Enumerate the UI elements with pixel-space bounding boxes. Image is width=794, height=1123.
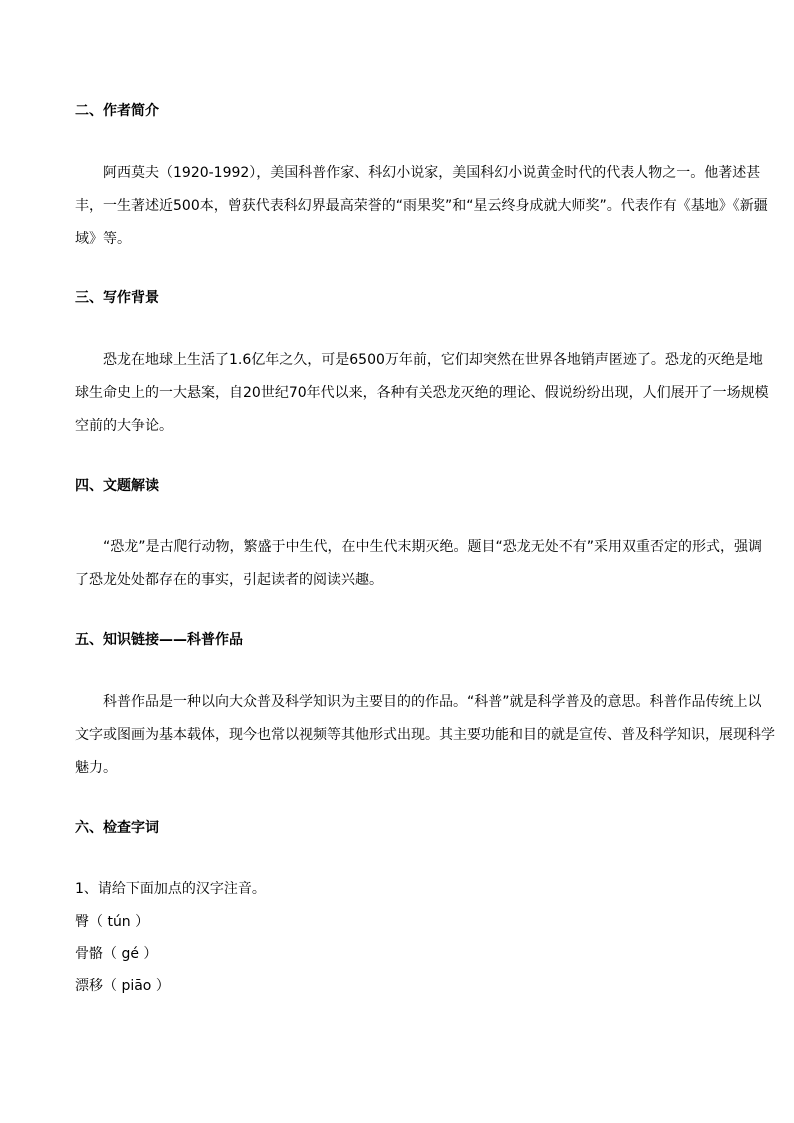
section-heading-background: 三、写作背景 bbox=[75, 290, 159, 306]
paragraph-text: 科普作品是一种以向大众普及科学知识为主要目的的作品。“科普”就是科学普及的意思。科普作品传统上以文字或图画为基本载体，现今也常以视频等其他形式出现。其主要功能和目的就是宣传、普及科学知识，展现科学魅力。 bbox=[75, 694, 775, 776]
section-paragraph-knowledge-link bbox=[75, 686, 775, 785]
paragraph-text: “恐龙”是古爬行动物，繁盛于中生代，在中生代末期灭绝。题目“恐龙无处不有”采用双重否定的形式，强调了恐龙处处都存在的事实，引起读者的阅读兴趣。 bbox=[75, 539, 763, 588]
exercise-item: 骨骼（ gé ） bbox=[75, 946, 158, 962]
exercise-prompt: 1、请给下面加点的汉字注音。 bbox=[75, 881, 266, 897]
section-paragraph-title-reading bbox=[75, 531, 775, 597]
paragraph-text: 阿西莫夫（1920-1992），美国科普作家、科幻小说家，美国科幻小说黄金时代的代表人物之一。他著述甚丰，一生著述近500本，曾获代表科幻界最高荣誉的“雨果奖”和“星云终身成就大师奖”。代表作有《基地》《新疆域》等。 bbox=[75, 165, 768, 247]
section-heading-vocabulary: 六、检查字词 bbox=[75, 820, 159, 836]
section-heading-author: 二、作者简介 bbox=[75, 103, 159, 119]
section-paragraph-background bbox=[75, 344, 775, 443]
paragraph-text: 恐龙在地球上生活了1.6亿年之久，可是6500万年前，它们却突然在世界各地销声匿迹了。恐龙的灭绝是地球生命史上的一大悬案，自20世纪70年代以来，各种有关恐龙灭绝的理论、假说纷纷出现，人们展开了一场规模空前的大争论。 bbox=[75, 352, 769, 434]
exercise-item: 漂移（ piāo ） bbox=[75, 978, 170, 994]
section-paragraph-author bbox=[75, 157, 775, 256]
section-heading-title-reading: 四、文题解读 bbox=[75, 478, 159, 494]
section-heading-knowledge-link: 五、知识链接——科普作品 bbox=[75, 632, 243, 648]
exercise-item: 臀（ tún ） bbox=[75, 914, 150, 930]
